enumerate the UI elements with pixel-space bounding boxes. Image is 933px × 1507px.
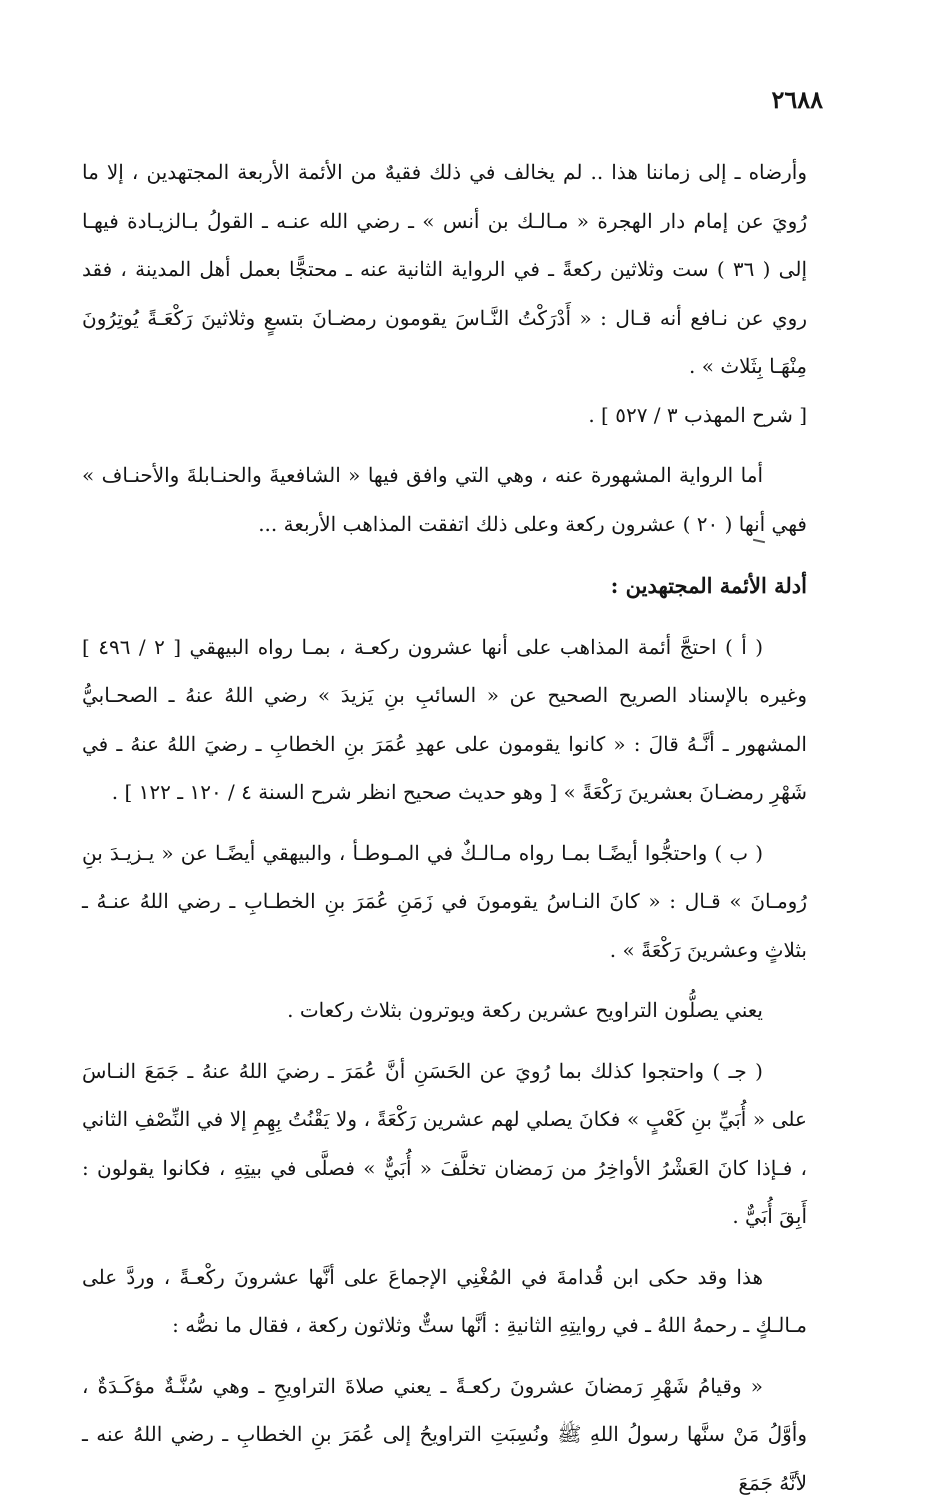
section-heading: أدلة الأئمة المجتهدين : [82,562,807,611]
paragraph-famous-narration: أما الرواية المشهورة عنه ، وهي التي وافق فيها « الشافعيةَ والحنـابلةَ والأحنـاف » فهي أنها ( ٢٠ ) عشرون ركعة وعلى ذلك اتفقت المذاهب الأربعة ... [82,451,807,548]
paragraph-intro-reference: [ شرح المهذب ٣ / ٥٢٧ ] . [82,391,807,440]
paragraph-intro: وأرضاه ـ إلى زماننا هذا .. لم يخالف في ذلك فقيهٌ من الأئمة الأربعة المجتهدين ، إلا ما رُويَ عن إمام دار الهجرة « مـالـك بن أنس » ـ رضي الله عنـه ـ القولُ بـالزيـادة فيهـا إلى ( ٣٦ ) ست وثلاثين ركعةً ـ في الرواية الثانية عنه ـ محتجًّا بعمل أهل المدينة ، فقد روي عن نـافع أنه قـال : « أَدْرَكْتُ النَّـاسَ يقومون رمضـانَ بتسعٍ وثلاثينَ رَكْعَـةً يُوتِرُونَ مِنْهَـا بِثَلاث » . [82,148,807,391]
paragraph-evidence-c: ( جـ ) واحتجوا كذلك بما رُويَ عن الحَسَنِ أنَّ عُمَرَ ـ رضيَ اللهُ عنهُ ـ جَمَعَ النـاسَ على « أُبَيِّ بنِ كَعْبٍ » فكانَ يصلي لهم عشرين رَكْعَةً ، ولا يَقْنُتُ بِهِمِ إلا في النِّصْفِ الثاني ، فـإذا كانَ العَشْرُ الأواخِرُ من رَمضان تخلَّفَ « أُبَيٌّ » فصلَّى في بيتِهِ ، فكانوا يقولون : أَبِقَ أُبَيٌّ . [82,1047,807,1241]
paragraph-evidence-a: ( أ ) احتجَّ أئمة المذاهب على أنها عشرون ركعـة ، بمـا رواه البيهقي [ ٢ / ٤٩٦ ] وغيره بالإسناد الصريح الصحيح عن « السائبِ بنِ يَزيدَ » رضي اللهُ عنهُ ـ الصحـابيُّ المشهور ـ أنَّـهُ قالَ : « كانوا يقومون على عهدِ عُمَرَ بنِ الخطابِ ـ رضيَ اللهُ عنهُ ـ في شَهْرِ رمضـانَ بعشرينَ رَكْعَةً » [ وهو حديث صحيح انظر شرح السنة ٤ / ١٢٠ ـ ١٢٢ ] . [82,623,807,817]
page-number: ٢٦٨٨ [771,88,823,112]
page-body [82,148,807,1507]
paragraph-ibn-qudama: هذا وقد حكى ابن قُدامةَ في المُغْنِي الإجماعَ على أنَّها عشرونَ ركْعـةً ، وردَّ على مـالـكٍ ـ رحمهُ اللهُ ـ في روايتِهِ الثانيةِ : أنَّها ستٌّ وثلاثون ركعة ، فقال ما نصُّه : [82,1253,807,1350]
paragraph-explanation: يعني يصلُّون التراويح عشرين ركعة ويوترون بثلاث ركعات . [82,986,807,1035]
paragraph-quote: « وقيامُ شَهْرِ رَمضانَ عشرونَ ركعـةً ـ يعني صلاةَ التراويحِ ـ وهي سُنَّـةٌ مؤكَـدَةٌ ، وأوَّلُ مَنْ سنَّها رسولُ اللهِ ﷺ ونُسِبَتِ التراويحُ إلى عُمَرَ بنِ الخطابِ ـ رضي اللهُ عنه ـ لأنَّهُ جَمَعَ [82,1362,807,1507]
paragraph-evidence-b: ( ب ) واحتجُّوا أيضًـا بمـا رواه مـالـكٌ في المـوطـأ ، والبيهقي أيضًـا عن « يـزيـدَ بنِ رُومـانَ » قـال : « كانَ النـاسُ يقومونَ في زَمَنِ عُمَرَ بنِ الخطـابِ ـ رضي اللهُ عنـهُ ـ بثلاثٍ وعشرينَ رَكْعَةً » . [82,829,807,975]
